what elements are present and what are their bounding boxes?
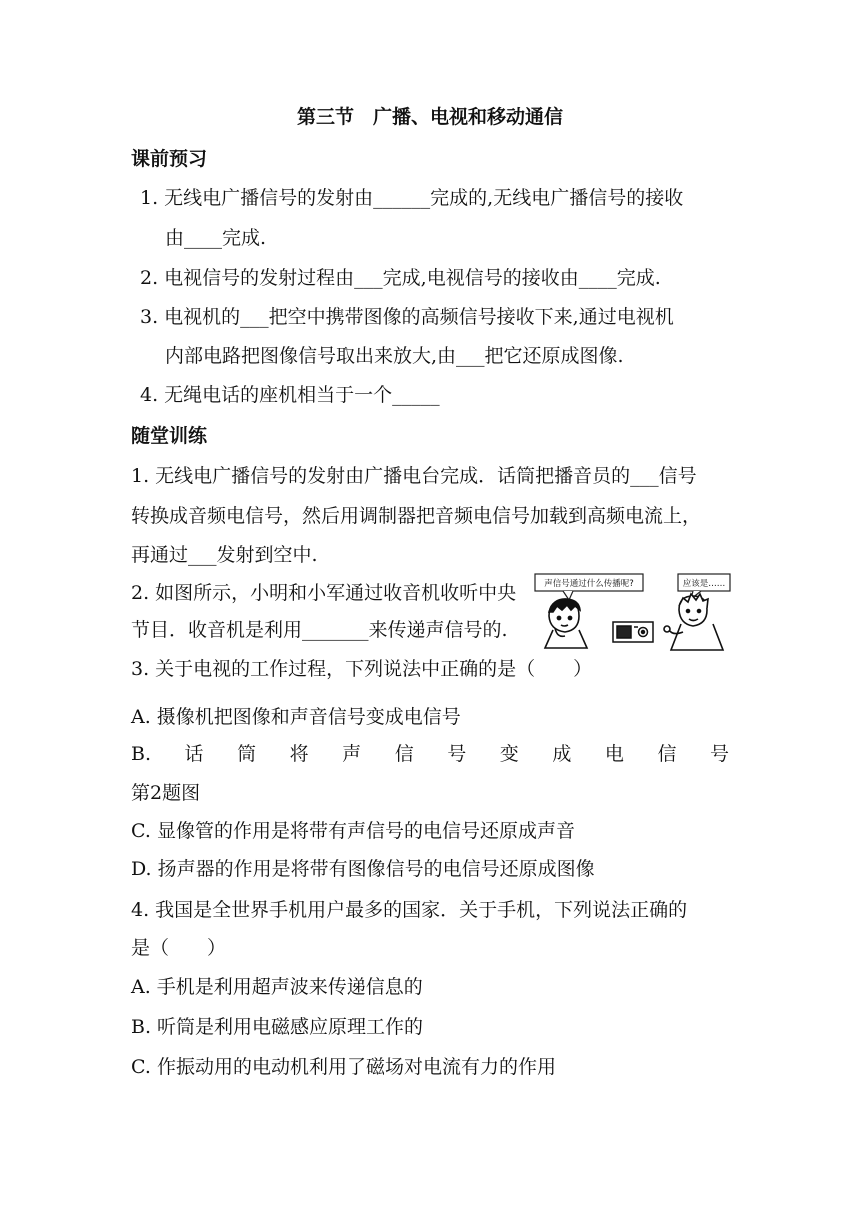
practice-question-1-line-3: 再通过___发射到空中. [131, 544, 318, 566]
speech-bubble-right-text: 应该是…… [682, 579, 726, 589]
practice-question-3-option-a: A. 摄像机把图像和声音信号变成电信号 [131, 706, 461, 728]
practice-question-1-line-2: 转换成音频电信号，然后用调制器把音频电信号加载到高频电流上， [131, 505, 702, 527]
boy-left-figure [545, 599, 587, 648]
preview-question-2: 2. 电视信号的发射过程由___完成,电视信号的接收由____完成. [140, 267, 661, 289]
preview-question-1-line-1: 1. 无线电广播信号的发射由______完成的,无线电广播信号的接收 [140, 187, 684, 209]
practice-question-3-stem: 3. 关于电视的工作过程，下列说法中正确的是（ ） [131, 658, 593, 680]
practice-question-2-line-2: 节目．收音机是利用_______来传递声信号的. [131, 619, 508, 641]
practice-question-4-line-2: 是（ ） [131, 937, 227, 959]
preview-question-3-line-2: 内部电路把图像信号取出来放大,由___把它还原成图像. [165, 345, 624, 367]
practice-question-4-option-a: A. 手机是利用超声波来传递信息的 [131, 976, 423, 998]
figure-caption: 第2题图 [131, 782, 201, 804]
practice-question-4-line-1: 4. 我国是全世界手机用户最多的国家．关于手机，下列说法正确的 [131, 899, 688, 921]
speech-bubble-left-text: 声信号通过什么传播呢? [544, 579, 634, 589]
practice-question-3-option-c: C. 显像管的作用是将带有声信号的电信号还原成声音 [131, 820, 575, 842]
preview-question-1-line-2: 由____完成. [165, 227, 267, 249]
practice-question-1-line-1: 1. 无线电广播信号的发射由广播电台完成．话筒把播音员的___信号 [131, 465, 697, 487]
radio-icon [613, 622, 653, 642]
preview-question-3-line-1: 3. 电视机的___把空中携带图像的高频信号接收下来,通过电视机 [140, 306, 674, 328]
radio-listening-illustration [533, 566, 733, 652]
preview-question-4: 4. 无绳电话的座机相当于一个_____ [140, 384, 440, 406]
practice-question-3-option-b: B. 话 筒 将 声 信 号 变 成 电 信 号 [131, 743, 729, 765]
page-title: 第三节 广播、电视和移动通信 [296, 106, 563, 128]
section-heading-practice: 随堂训练 [131, 425, 208, 447]
practice-question-3-option-d: D. 扬声器的作用是将带有图像信号的电信号还原成图像 [131, 858, 595, 880]
practice-question-2-line-1: 2. 如图所示，小明和小军通过收音机收听中央 [131, 582, 517, 604]
section-heading-preview: 课前预习 [131, 148, 208, 170]
boy-right-figure [664, 594, 723, 650]
practice-question-4-option-c: C. 作振动用的电动机利用了磁场对电流有力的作用 [131, 1056, 556, 1078]
practice-question-4-option-b: B. 听筒是利用电磁感应原理工作的 [131, 1016, 424, 1038]
